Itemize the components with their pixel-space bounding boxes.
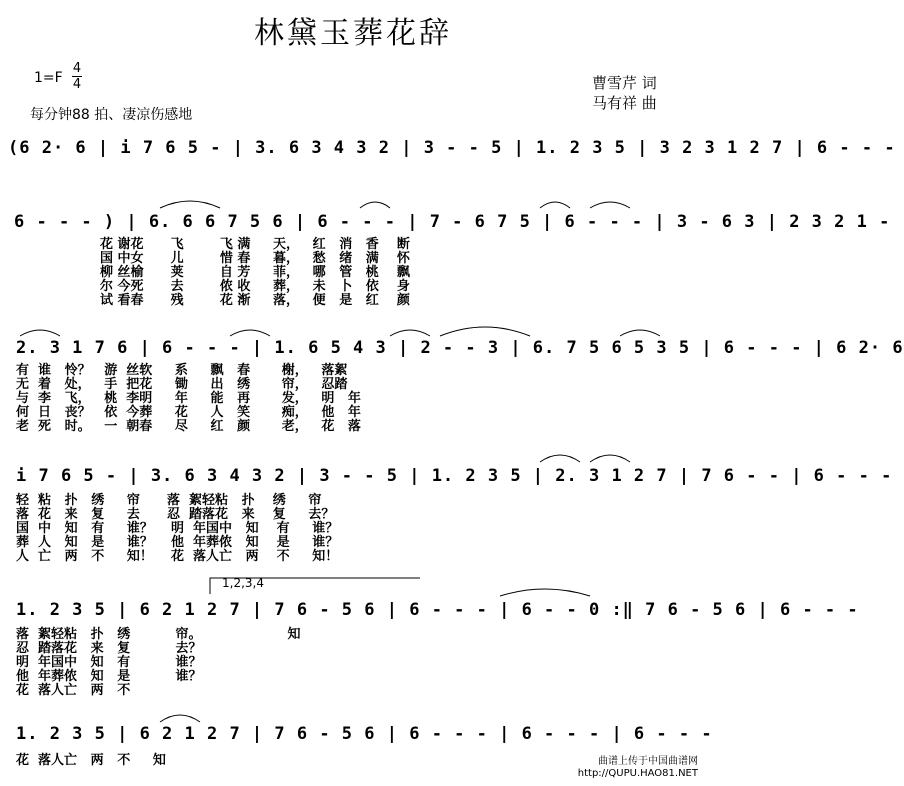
tempo-marking: 每分钟88 拍、凄凉伤感地 <box>30 107 193 123</box>
notation-row-3: 2. 3 1 7 6 | 6 - - - | 1. 6 5 4 3 | 2 - - 3 | 6. 7 5 6 5 3 5 | 6 - - - | 6 2· 6 <box>16 338 904 358</box>
notation-row-4: i 7 6 5 - | 3. 6 3 4 3 2 | 3 - - 5 | 1. 2 3 5 | 2. 3 1 2 7 | 7 6 - - | 6 - - - <box>16 466 893 486</box>
lyric-line: 何 日 丧？ 依 今葬 花 人 笑 痴， 他 年 <box>16 405 361 420</box>
song-title: 林黛玉葬花辞 <box>254 16 452 51</box>
lyric-line: 柳 丝榆 荚 自 芳 菲， 哪 管 桃 飘 <box>100 265 410 280</box>
lyric-line: 国 中女 儿 惜 春 暮， 愁 绪 满 怀 <box>100 251 410 266</box>
slur-mark <box>500 589 590 596</box>
lyric-line: 葬 人 知 是 谁？ 他 年葬侬 知 是 谁？ <box>16 535 339 550</box>
lyric-line: 落 絮轻粘 扑 绣 帘。 知 <box>16 627 301 642</box>
lyric-line: 试 看春 残 花 渐 落， 便 是 红 颜 <box>100 293 410 308</box>
lyric-line: 忍 踏落花 来 复 去？ <box>16 641 202 656</box>
notation-row-5: 1. 2 3 5 | 6 2 1 2 7 | 7 6 - 5 6 | 6 - - - | 6 - - 0 :‖ 7 6 - 5 6 | 6 - - - <box>16 600 859 620</box>
volta-label: 1,2,3,4 <box>222 576 264 590</box>
source-watermark: 曲谱上传于中国曲谱网 http://QUPU.HAO81.NET <box>577 756 698 779</box>
slur-mark <box>360 202 390 208</box>
lyric-line: 轻 粘 扑 绣 帘 落 絮轻粘 扑 绣 帘 <box>16 493 322 508</box>
lyric-line: 花 落人亡 两 不 <box>16 683 131 698</box>
slur-mark <box>160 201 220 208</box>
slur-mark <box>440 327 530 336</box>
composer-credit: 马有祥 曲 <box>592 94 657 112</box>
lyric-line: 他 年葬侬 知 是 谁？ <box>16 669 202 684</box>
key-signature: 1=F <box>34 70 63 86</box>
slur-mark <box>160 715 200 722</box>
slur-mark <box>390 330 430 336</box>
lyric-line: 落 花 来 复 去 忍 踏落花 来 复 去？ <box>16 507 335 522</box>
slur-mark <box>590 202 630 208</box>
notation-row-6: 1. 2 3 5 | 6 2 1 2 7 | 7 6 - 5 6 | 6 - - - | 6 - - - | 6 - - - <box>16 724 713 744</box>
slur-mark <box>540 202 570 208</box>
slur-mark <box>20 330 60 336</box>
lyric-line: 国 中 知 有 谁？ 明 年国中 知 有 谁？ <box>16 521 339 536</box>
lyric-line: 老 死 时。 一 朝春 尽 红 颜 老， 花 落 <box>16 419 361 434</box>
lyric-line: 花 谢花 飞 飞 满 天， 红 消 香 断 <box>100 237 410 252</box>
lyric-line: 花 落人亡 两 不 知 <box>16 753 166 768</box>
slur-mark <box>540 455 580 462</box>
lyric-line: 无 着 处， 手 把花 锄 出 绣 帘， 忍踏 <box>16 377 348 392</box>
notation-row-1: (6 2· 6 | i 7 6 5 - | 3. 6 3 4 3 2 | 3 - - 5 | 1. 2 3 5 | 3 2 3 1 2 7 | 6 - - - <box>8 138 896 158</box>
volta-bracket <box>210 578 420 594</box>
lyric-line: 人 亡 两 不 知！ 花 落人亡 两 不 知！ <box>16 549 339 564</box>
slur-mark <box>590 455 630 462</box>
lyric-line: 有 谁 怜？ 游 丝软 系 飘 春 榭， 落絮 <box>16 363 348 378</box>
lyric-line: 与 李 飞， 桃 李明 年 能 再 发， 明 年 <box>16 391 361 406</box>
time-signature: 4 4 <box>72 61 82 92</box>
notation-row-2: 6 - - - ) | 6. 6 6 7 5 6 | 6 - - - | 7 - 6 7 5 | 6 - - - | 3 - 6 3 | 2 3 2 1 - <box>14 212 891 232</box>
slur-mark <box>230 330 270 336</box>
lyricist-credit: 曹雪芹 词 <box>592 74 657 92</box>
slur-mark <box>620 330 660 336</box>
lyric-line: 尔 今死 去 侬 收 葬， 未 卜 依 身 <box>100 279 410 294</box>
lyric-line: 明 年国中 知 有 谁？ <box>16 655 202 670</box>
